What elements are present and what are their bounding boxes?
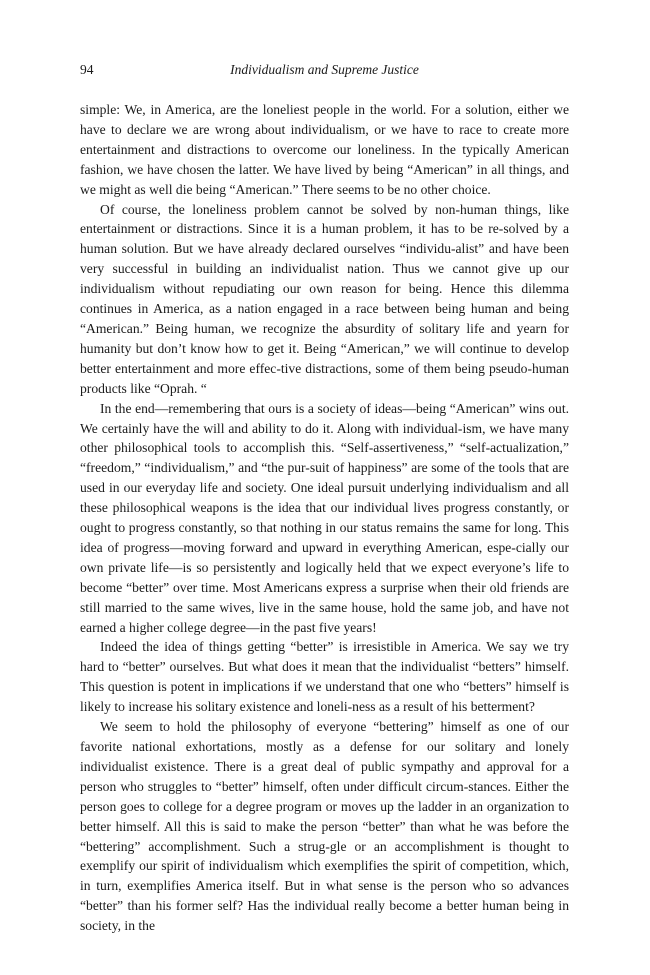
running-header: [80, 62, 569, 84]
paragraph-5: We seem to hold the philosophy of everyone “bettering” himself as one of our favorite national exhortations, mostly as a defense for our solitary and lonely individualist existence. There is a great deal of public sympathy and approval for a person who struggles to “better” himself, often under difficult circum-stances. Either the person goes to college for a degree program or moves up the ladder in an organization to better himself. All this is said to make the person “better” than what he was before the “bettering” accomplishment. Such a strug-gle or an accomplishment is thought to exemplify our spirit of individualism which exemplifies the spirit of competition, which, in turn, exemplifies America itself. But in what sense is the person who so advances “better” than his former self? Has the individual really become a better human being in society, in the: [80, 719, 569, 934]
book-page: [80, 62, 569, 936]
page-number: 94: [80, 62, 94, 77]
paragraph-3: In the end—remembering that ours is a society of ideas—being “American” wins out. We certainly have the will and ability to do it. Along with individual-ism, we have many other philosophical tools to accomplish this. “Self-assertiveness,” “self-actualization,” “freedom,” “individualism,” and “the pur-suit of happiness” are some of the tools that are used in our everyday life and society. One ideal pursuit underlying individualism and all these philosophical weapons is the idea that our individual lives progress constantly, or ought to progress constantly, so that nothing in our status remains the same for long. This idea of progress—moving forward and upward in everything American, espe-cially our own private life—is so persistently and logically held that we expect everyone’s life to become “better” over time. Most Americans express a surprise when their old friends are still married to the same wives, live in the same house, hold the same job, and have not earned a higher college degree—in the past five years!: [80, 400, 569, 635]
paragraph-4: Indeed the idea of things getting “better” is irresistible in America. We say we try hard to “better” ourselves. But what does it mean that the individualist “betters” himself. This question is potent in implications if we understand that one who “betters” himself is likely to increase his solitary existence and loneli-ness as a result of his betterment?: [80, 639, 569, 715]
running-title: Individualism and Supreme Justice: [230, 62, 419, 77]
paragraph-2: Of course, the loneliness problem cannot be solved by non-human things, like entertainment or distractions. Since it is a human problem, it has to be re-solved by a human solution. But we have already declared ourselves “individu-alist” and have been very successful in building an individualist nation. Thus we cannot give up our individualism without repudiating our own reason for being. Hence this dilemma continues in America, as a nation engaged in a race between being human and being “American.” Being human, we recognize the absurdity of solitary life and yearn for humanity but don’t know how to get it. Being “American,” we will continue to develop better entertainment and more effec-tive distractions, some of them being pseudo-human products like “Oprah. “: [80, 201, 569, 396]
body-text: [80, 100, 569, 936]
paragraph-1: simple: We, in America, are the loneliest people in the world. For a solution, either we have to declare we are wrong about individualism, or we have to race to create more entertainment and distractions to overcome our loneliness. In the typically American fashion, we have chosen the latter. We have lived by being “American” in all things, and we might as well die being “American.” There seems to be no other choice.: [80, 102, 569, 197]
